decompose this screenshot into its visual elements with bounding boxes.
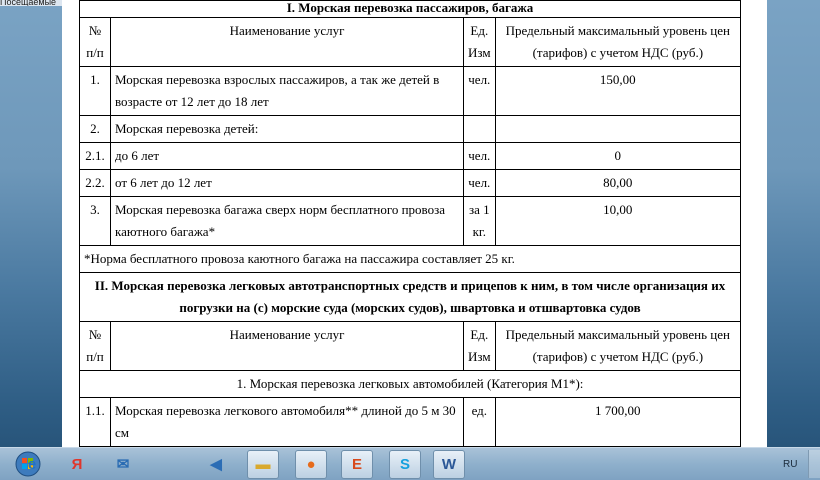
table-row [80,170,741,197]
header-name: Наименование услуг [111,18,464,67]
footnote: *Норма бесплатного провоза каютного багажа на пассажира составляет 25 кг. [80,246,741,273]
taskbar [0,447,820,480]
table-row [80,67,741,116]
row-name: Морская перевозка детей: [111,116,464,143]
row-price: 150,00 [495,67,740,116]
ocr-reader-icon[interactable]: E [341,450,373,479]
favorites-item[interactable]: Посещаемые [0,0,57,6]
section-title: I. Морская перевозка пассажиров, багажа [80,1,741,18]
row-unit: за 1 кг. [464,197,496,246]
desktop-background-right [767,0,820,479]
row-unit: чел. [464,170,496,197]
row-name: Морская перевозка багажа сверх норм бесплатного провоза каютного багажа* [111,197,464,246]
header-name: Наименование услуг [111,322,464,371]
internet-explorer-icon[interactable]: e [27,455,37,473]
row-num: 1. [80,67,111,116]
language-indicator[interactable]: RU [783,459,798,470]
skype-icon[interactable]: S [389,450,421,479]
table-header-row [80,18,741,67]
media-player-icon[interactable]: ◀ [210,456,222,473]
row-num: 3. [80,197,111,246]
mail-icon[interactable]: ✉ [116,456,130,473]
show-desktop-button[interactable] [808,450,820,478]
header-unit: Ед. Изм [464,18,496,67]
row-price: 1 700,00 [495,398,740,447]
row-unit: чел. [464,67,496,116]
firefox-icon[interactable]: ● [295,450,327,479]
row-unit: ед. [464,398,496,447]
row-num: 2.1. [80,143,111,170]
table-header-row [80,322,741,371]
table-row [80,398,741,447]
desktop-background-left [0,0,62,479]
row-unit: чел. [464,143,496,170]
row-name: Морская перевозка легкового автомобиля** длиной до 5 м 30 см [111,398,464,447]
document-page [62,0,767,447]
row-unit [464,116,496,143]
row-price: 80,00 [495,170,740,197]
row-price [495,116,740,143]
row-price: 10,00 [495,197,740,246]
row-num: 1.1. [80,398,111,447]
table-row [80,143,741,170]
table-row [80,197,741,246]
table-row [80,116,741,143]
header-price: Предельный максимальный уровень цен (тарифов) с учетом НДС (руб.) [495,322,740,371]
category-subheader: 1. Морская перевозка легковых автомобилей (Категория М1*): [80,371,741,398]
row-num: 2. [80,116,111,143]
row-name: до 6 лет [111,143,464,170]
file-explorer-icon[interactable]: ▬ [247,450,279,479]
row-num: 2.2. [80,170,111,197]
yandex-browser-icon[interactable]: Я [71,455,83,473]
header-num: № п/п [80,322,111,371]
header-unit: Ед. Изм [464,322,496,371]
word-icon[interactable]: W [433,450,465,479]
tariff-table [79,0,741,447]
row-name: Морская перевозка взрослых пассажиров, а так же детей в возрасте от 12 лет до 18 лет [111,67,464,116]
row-price: 0 [495,143,740,170]
section-title: II. Морская перевозка легковых автотранспортных средств и прицепов к ним, в том числе организация их погрузки на (с) морские суда (морских судов), швартовка и отшвартовка судов [80,273,741,322]
header-num: № п/п [80,18,111,67]
row-name: от 6 лет до 12 лет [111,170,464,197]
header-price: Предельный максимальный уровень цен (тарифов) с учетом НДС (руб.) [495,18,740,67]
